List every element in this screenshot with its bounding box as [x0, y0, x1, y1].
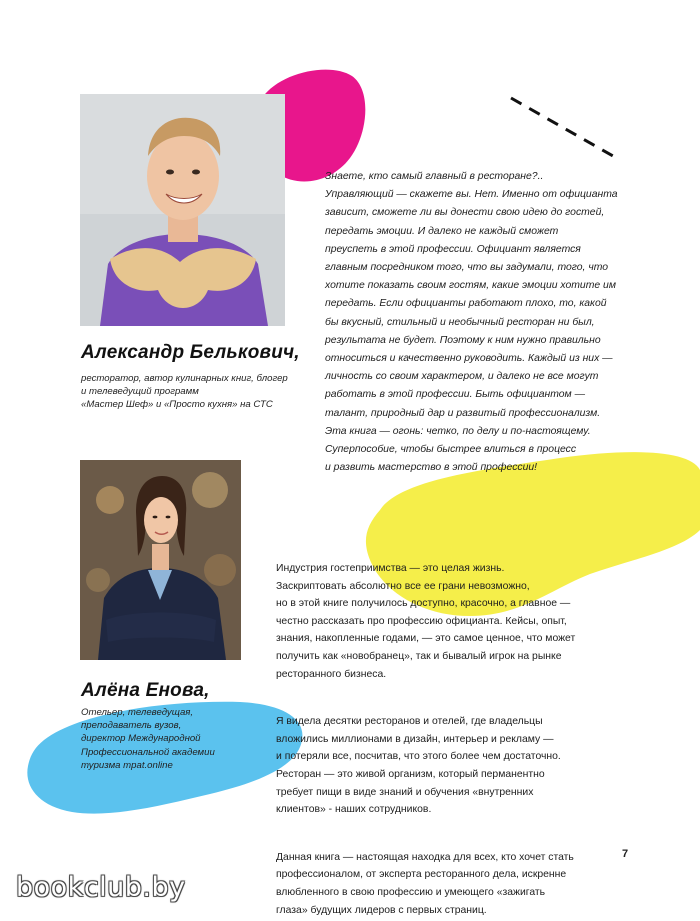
quote-line: честно рассказать про профессию официанта. Кейсы, опыт,	[276, 615, 567, 627]
quote-line: и развить мастерство в этой профессии!	[325, 462, 538, 474]
portrait-photo-woman	[80, 460, 241, 660]
quote-line: знания, накопленные годами, — это самое ценное, что может	[276, 633, 576, 645]
quote-line: и потеряли все, посчитав, что этого более чем достаточно.	[276, 751, 561, 763]
quote-line: Индустрия гостеприимства — это целая жизнь.	[276, 563, 505, 574]
portrait-photo-man	[80, 94, 285, 326]
person2-role-line: директор Международной	[81, 733, 201, 745]
quote-line: Эта книга — огонь: четко, по делу и по-настоящему.	[325, 425, 591, 437]
quote-line: личность со своим характером, и далеко не все могут	[325, 371, 599, 383]
quote-line: требует пищи в виде знаний и обучения «внутренних	[276, 786, 534, 798]
watermark-text: bookclub.by	[16, 872, 186, 903]
dashed-line-decoration	[505, 92, 620, 162]
person2-role-line: Отельер, телеведущая,	[81, 707, 194, 718]
person1-role-line: «Мастер Шеф» и «Просто кухня» на СТС	[81, 399, 273, 411]
quote-line: Управляющий — скажете вы. Нет. Именно от официанта	[325, 189, 618, 201]
quote-line: получить как «новобранец», так и бывалый игрок на рынке	[276, 650, 562, 662]
person1-name: Александр Белькович,	[81, 342, 300, 363]
quote-line: хотите показать своим гостям, какие эмоции хотите им	[325, 280, 616, 292]
quote-line: преуспеть в этой профессии. Официант является	[325, 243, 581, 255]
quote-line: ресторанного бизнеса.	[276, 668, 387, 680]
quote-line: Данная книга — настоящая находка для всех, кто хочет стать	[276, 851, 574, 863]
quote-line: передать эмоции. И далеко не каждый сможет	[325, 225, 559, 237]
quote-line: Ресторан — это живой организм, который перманентно	[276, 768, 545, 780]
page-number: 7	[622, 848, 629, 860]
quote-line: относиться и качественно руководить. Каждый из них —	[325, 353, 613, 365]
quote-line: глаза» будущих лидеров с первых страниц.	[276, 904, 487, 916]
person2-role-line: Профессиональной академии	[81, 746, 215, 758]
quote-line: результата не будет. Поэтому к ним нужно правильно	[325, 334, 601, 346]
person2-role	[81, 706, 215, 772]
quote-line: Знаете, кто самый главный в ресторане?..	[325, 171, 544, 182]
quote-enova	[276, 550, 606, 921]
quote-line: главным посредником того, что вы задумали, того, что	[325, 262, 609, 274]
person1-role-line: и телеведущий программ	[81, 386, 199, 398]
person2-name: Алёна Енова,	[81, 680, 210, 701]
quote-line: влюбленного в свою профессию и умеющего «зажигать	[276, 886, 546, 898]
quote-line: Заскриптовать абсолютно все ее грани невозможно,	[276, 580, 530, 592]
quote-line: но в этой книге получилось доступно, красочно, а главное —	[276, 598, 571, 610]
quote-line: Суперпособие, чтобы быстрее влиться в процесс	[325, 444, 577, 456]
quote-line: профессионалом, от эксперта ресторанного дела, искренне	[276, 869, 567, 881]
quote-line: зависит, сможете ли вы донести свою идею до гостей,	[325, 207, 605, 219]
quote-belkovich	[325, 168, 625, 477]
quote-line: бы вкусный, стильный и необычный ресторан ни был,	[325, 316, 595, 328]
quote-line: талант, природный дар и развитый профессионализм.	[325, 407, 601, 419]
quote-line: работать в этой профессии. Быть официантом —	[325, 389, 585, 401]
person2-role-line: туризма mpat.online	[81, 759, 173, 771]
quote-line: Я видела десятки ресторанов и отелей, где владельцы	[276, 716, 543, 728]
person1-role-line: ресторатор, автор кулинарных книг, блогер	[81, 373, 288, 384]
quote-line: клиентов» - наших сотрудников.	[276, 804, 432, 816]
person2-role-line: преподаватель вузов,	[81, 720, 182, 732]
person1-role	[81, 372, 288, 412]
quote-line: вложились миллионами в дизайн, интерьер и рекламу —	[276, 733, 554, 745]
quote-line: передать. Если официанты работают плохо, то, какой	[325, 298, 607, 310]
